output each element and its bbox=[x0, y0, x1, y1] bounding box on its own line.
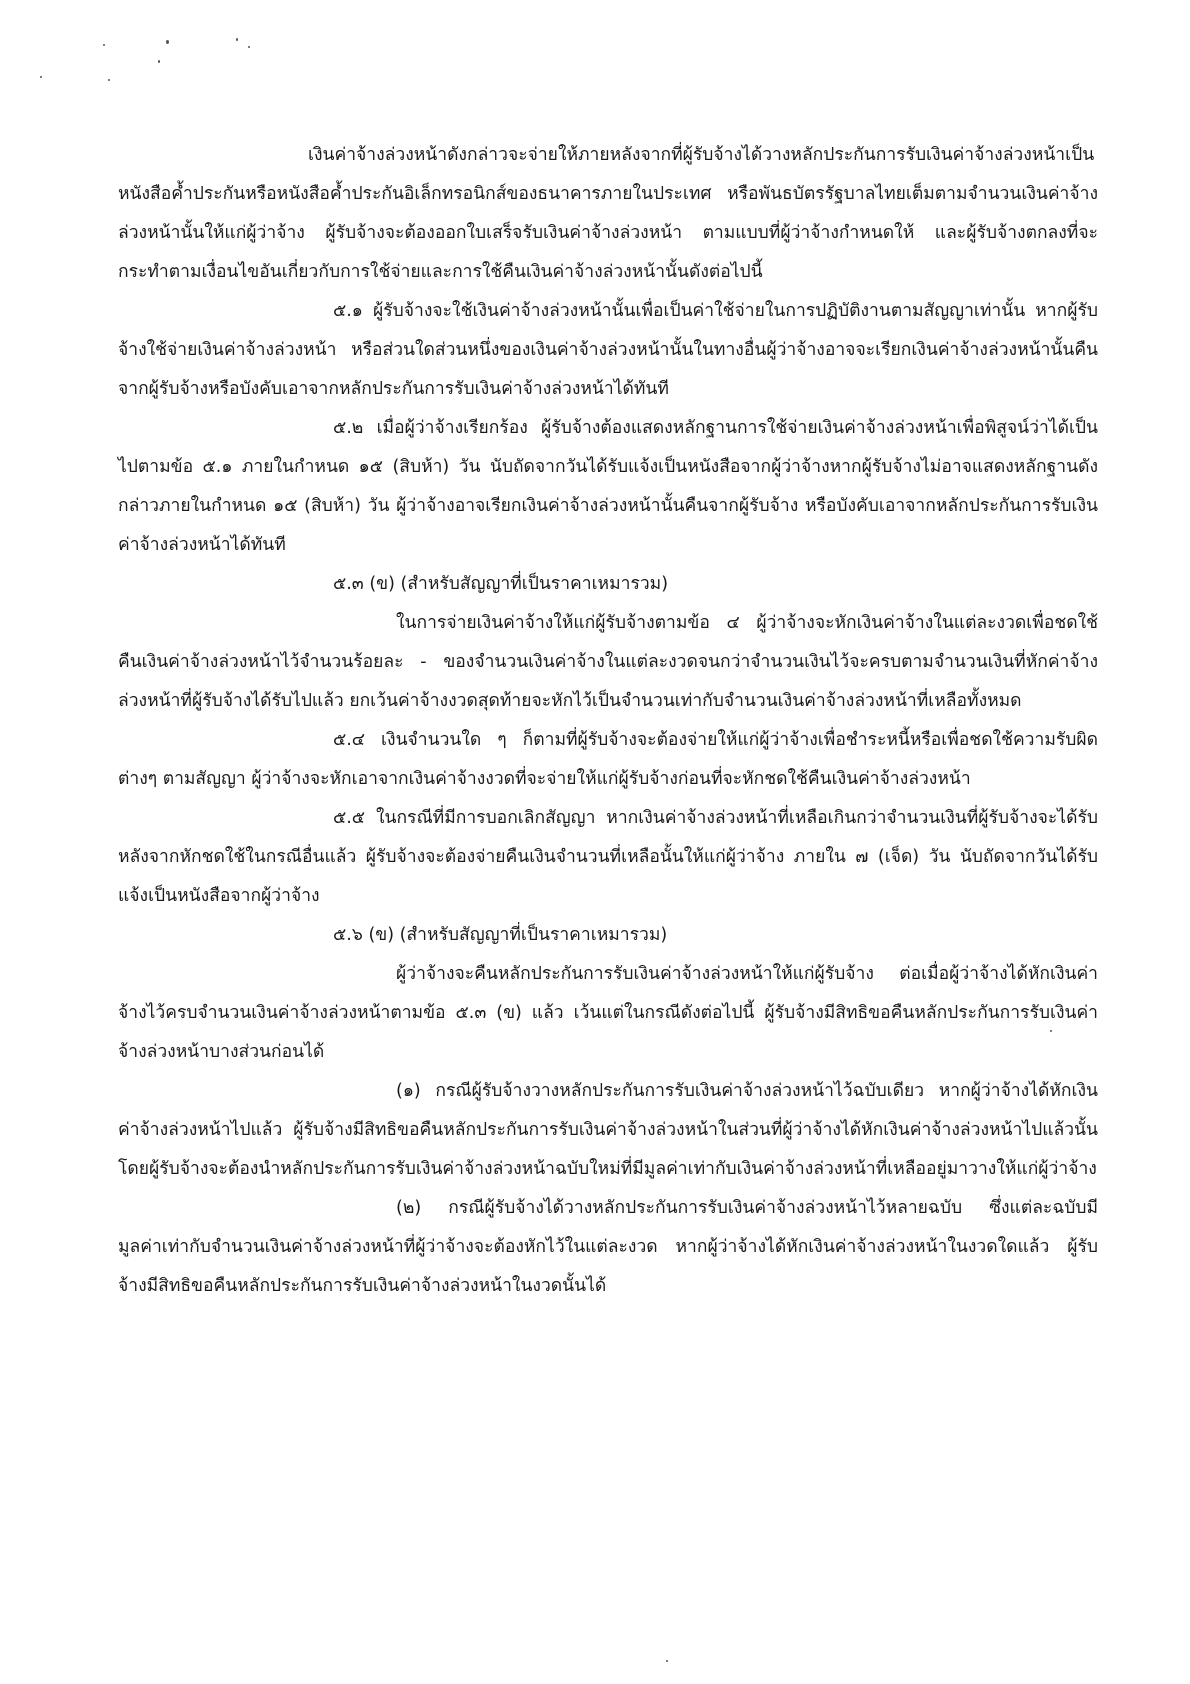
paragraph-clause-5-2: ๕.๒ เมื่อผู้ว่าจ้างเรียกร้อง ผู้รับจ้างต้องแสดงหลักฐานการใช้จ่ายเงินค่าจ้างล่วงหน้าเพื่อพิสูจน์ว่าได้เป็นไปตามข้อ ๕.๑ ภายในกำหนด ๑๕ (สิบห้า) วัน นับถัดจากวันได้รับแจ้งเป็นหนังสือจากผู้ว่าจ้างหากผู้รับจ้างไม่อาจแสดงหลักฐานดังกล่าวภายในกำหนด ๑๕ (สิบห้า) วัน ผู้ว่าจ้างอาจเรียกเงินค่าจ้างล่วงหน้านั้นคืนจากผู้รับจ้าง หรือบังคับเอาจากหลักประกันการรับเงินค่าจ้างล่วงหน้าได้ทันที bbox=[118, 418, 1098, 555]
scan-speck bbox=[248, 46, 250, 48]
paragraph-clause-5-6-heading: ๕.๖ (ข) (สำหรับสัญญาที่เป็นราคาเหมารวม) bbox=[333, 925, 668, 945]
scan-speck bbox=[666, 1660, 668, 1662]
paragraph-advance-payment-intro: เงินค่าจ้างล่วงหน้าดังกล่าวจะจ่ายให้ภายหลังจากที่ผู้รับจ้างได้วางหลักประกันการรับเงินค่าจ้างล่วงหน้าเป็นหนังสือค้ำประกันหรือหนังสือค้ำประกันอิเล็กทรอนิกส์ของธนาคารภายในประเทศ หรือพันธบัตรรัฐบาลไทยเต็มตามจำนวนเงินค่าจ้างล่วงหน้านั้นให้แก่ผู้ว่าจ้าง ผู้รับจ้างจะต้องออกใบเสร็จรับเงินค่าจ้างล่วงหน้า ตามแบบที่ผู้ว่าจ้างกำหนดให้ และผู้รับจ้างตกลงที่จะกระทำตามเงื่อนไขอันเกี่ยวกับการใช้จ่ายและการใช้คืนเงินค่าจ้างล่วงหน้านั้นดังต่อไปนี้ bbox=[118, 145, 1098, 282]
paragraph-clause-5-3-heading: ๕.๓ (ข) (สำหรับสัญญาที่เป็นราคาเหมารวม) bbox=[333, 574, 669, 594]
scan-speck bbox=[103, 44, 105, 46]
paragraph-clause-5-4: ๕.๔ เงินจำนวนใด ๆ ก็ตามที่ผู้รับจ้างจะต้องจ่ายให้แก่ผู้ว่าจ้างเพื่อชำระหนี้หรือเพื่อชดใช้ความรับผิดต่างๆ ตามสัญญา ผู้ว่าจ้างจะหักเอาจากเงินค่าจ้างงวดที่จะจ่ายให้แก่ผู้รับจ้างก่อนที่จะหักชดใช้คืนเงินค่าจ้างล่วงหน้า bbox=[118, 730, 1098, 789]
scan-speck bbox=[236, 38, 238, 41]
paragraph-clause-5-6-body: ผู้ว่าจ้างจะคืนหลักประกันการรับเงินค่าจ้างล่วงหน้าให้แก่ผู้รับจ้าง ต่อเมื่อผู้ว่าจ้างได้หักเงินค่าจ้างไว้ครบจำนวนเงินค่าจ้างล่วงหน้าตามข้อ ๕.๓ (ข) แล้ว เว้นแต่ในกรณีดังต่อไปนี้ ผู้รับจ้างมีสิทธิขอคืนหลักประกันการรับเงินค่าจ้างล่วงหน้าบางส่วนก่อนได้ bbox=[118, 964, 1098, 1062]
scan-speck bbox=[108, 79, 110, 81]
document-body bbox=[118, 136, 1098, 1306]
paragraph-clause-5-5: ๕.๕ ในกรณีที่มีการบอกเลิกสัญญา หากเงินค่าจ้างล่วงหน้าที่เหลือเกินกว่าจำนวนเงินที่ผู้รับจ้างจะได้รับหลังจากหักชดใช้ในกรณีอื่นแล้ว ผู้รับจ้างจะต้องจ่ายคืนเงินจำนวนที่เหลือนั้นให้แก่ผู้ว่าจ้าง ภายใน ๗ (เจ็ด) วัน นับถัดจากวันได้รับแจ้งเป็นหนังสือจากผู้ว่าจ้าง bbox=[118, 808, 1098, 906]
paragraph-clause-5-6-item-1: (๑) กรณีผู้รับจ้างวางหลักประกันการรับเงินค่าจ้างล่วงหน้าไว้ฉบับเดียว หากผู้ว่าจ้างได้หักเงินค่าจ้างล่วงหน้าไปแล้ว ผู้รับจ้างมีสิทธิขอคืนหลักประกันการรับเงินค่าจ้างล่วงหน้าในส่วนที่ผู้ว่าจ้างได้หักเงินค่าจ้างล่วงหน้าไปแล้วนั้น โดยผู้รับจ้างจะต้องนำหลักประกันการรับเงินค่าจ้างล่วงหน้าฉบับใหม่ที่มีมูลค่าเท่ากับเงินค่าจ้างล่วงหน้าที่เหลืออยู่มาวางให้แก่ผู้ว่าจ้าง bbox=[118, 1081, 1098, 1179]
paragraph-clause-5-1: ๕.๑ ผู้รับจ้างจะใช้เงินค่าจ้างล่วงหน้านั้นเพื่อเป็นค่าใช้จ่ายในการปฏิบัติงานตามสัญญาเท่านั้น หากผู้รับจ้างใช้จ่ายเงินค่าจ้างล่วงหน้า หรือส่วนใดส่วนหนึ่งของเงินค่าจ้างล่วงหน้านั้นในทางอื่นผู้ว่าจ้างอาจจะเรียกเงินค่าจ้างล่วงหน้านั้นคืนจากผู้รับจ้างหรือบังคับเอาจากหลักประกันการรับเงินค่าจ้างล่วงหน้าได้ทันที bbox=[118, 301, 1098, 399]
scan-speck bbox=[158, 60, 160, 63]
scan-speck bbox=[40, 76, 42, 78]
paragraph-clause-5-3-body: ในการจ่ายเงินค่าจ้างให้แก่ผู้รับจ้างตามข้อ ๔ ผู้ว่าจ้างจะหักเงินค่าจ้างในแต่ละงวดเพื่อชดใช้คืนเงินค่าจ้างล่วงหน้าไว้จำนวนร้อยละ - ของจำนวนเงินค่าจ้างในแต่ละงวดจนกว่าจำนวนเงินไว้จะครบตามจำนวนเงินที่หักค่าจ้างล่วงหน้าที่ผู้รับจ้างได้รับไปแล้ว ยกเว้นค่าจ้างงวดสุดท้ายจะหักไว้เป็นจำนวนเท่ากับจำนวนเงินค่าจ้างล่วงหน้าที่เหลือทั้งหมด bbox=[118, 613, 1098, 711]
scan-speck bbox=[166, 40, 169, 44]
paragraph-clause-5-6-item-2: (๒) กรณีผู้รับจ้างได้วางหลักประกันการรับเงินค่าจ้างล่วงหน้าไว้หลายฉบับ ซึ่งแต่ละฉบับมีมูลค่าเท่ากับจำนวนเงินค่าจ้างล่วงหน้าที่ผู้ว่าจ้างจะต้องหักไว้ในแต่ละงวด หากผู้ว่าจ้างได้หักเงินค่าจ้างล่วงหน้าในงวดใดแล้ว ผู้รับจ้างมีสิทธิขอคืนหลักประกันการรับเงินค่าจ้างล่วงหน้าในงวดนั้นได้ bbox=[118, 1198, 1098, 1296]
